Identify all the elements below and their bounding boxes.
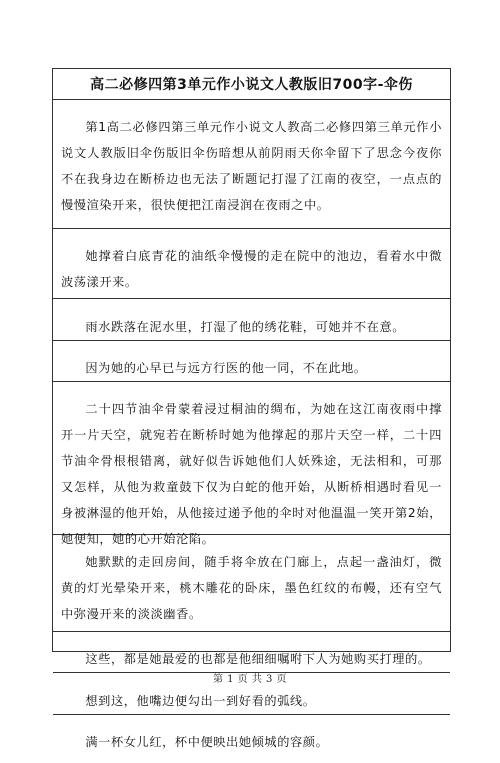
paragraph: 满一杯女儿红，杯中便映出她倾城的容颜。 <box>85 734 329 749</box>
paragraph: 想到这，他嘴边便勾出一到好看的弧线。 <box>53 686 450 715</box>
paragraph: 二十四节油伞骨蒙着浸过桐油的绸布，为她在这江南夜雨中撑开一片天空，就宛若在断桥时她为他撑起的那片天空一样，二十四节油伞骨根根错离，就好似告诉她他们人妖殊途，无法相和，可那又怎样，从他为救童鼓下仅为白蛇的他开始，从断桥相遇时看见一身被淋湿的他开始，从他接过递予他的伞时对他温温一笑开第2始，她便知，她的心开始沦陷。 <box>53 394 450 535</box>
paragraph: 这些，都是她最爱的也都是他细细嘱咐下人为她购买打理的。 <box>53 644 450 673</box>
paragraph: 第1高二必修四第三单元作小说文人教高二必修四第三单元作小说文人教版旧伞伤版旧伞伤暗想从前阴雨天你伞留下了思念今夜你不在我身边在断桥边也无法了断题记打湿了江南的夜空，一点点的慢慢渲染开来，很快便把江南浸润在夜雨之中。 <box>53 112 450 229</box>
paragraph: 她撑着白底青花的油纸伞慢慢的走在院中的池边，看着水中微波荡漾开来。 <box>53 241 450 299</box>
paragraph: 雨水跌落在泥水里，打湿了他的绣花鞋，可她并不在意。 <box>53 312 450 341</box>
page-footer: 第 1 页 共 3 页 <box>212 674 288 685</box>
document-title: 高二必修四第3单元作小说文人教版旧700字-伞伤 <box>90 77 413 93</box>
title-row <box>53 69 450 100</box>
paragraph: 因为她的心早已与远方行医的他一同，不在此地。 <box>53 353 450 382</box>
paragraph: 她默默的走回房间，随手将伞放在门廊上，点起一盏油灯，微黄的灯光晕染开来，桃木雕花的卧床，墨色红纹的布幔，还有空气中弥漫开来的淡淡幽香。 <box>53 547 450 632</box>
